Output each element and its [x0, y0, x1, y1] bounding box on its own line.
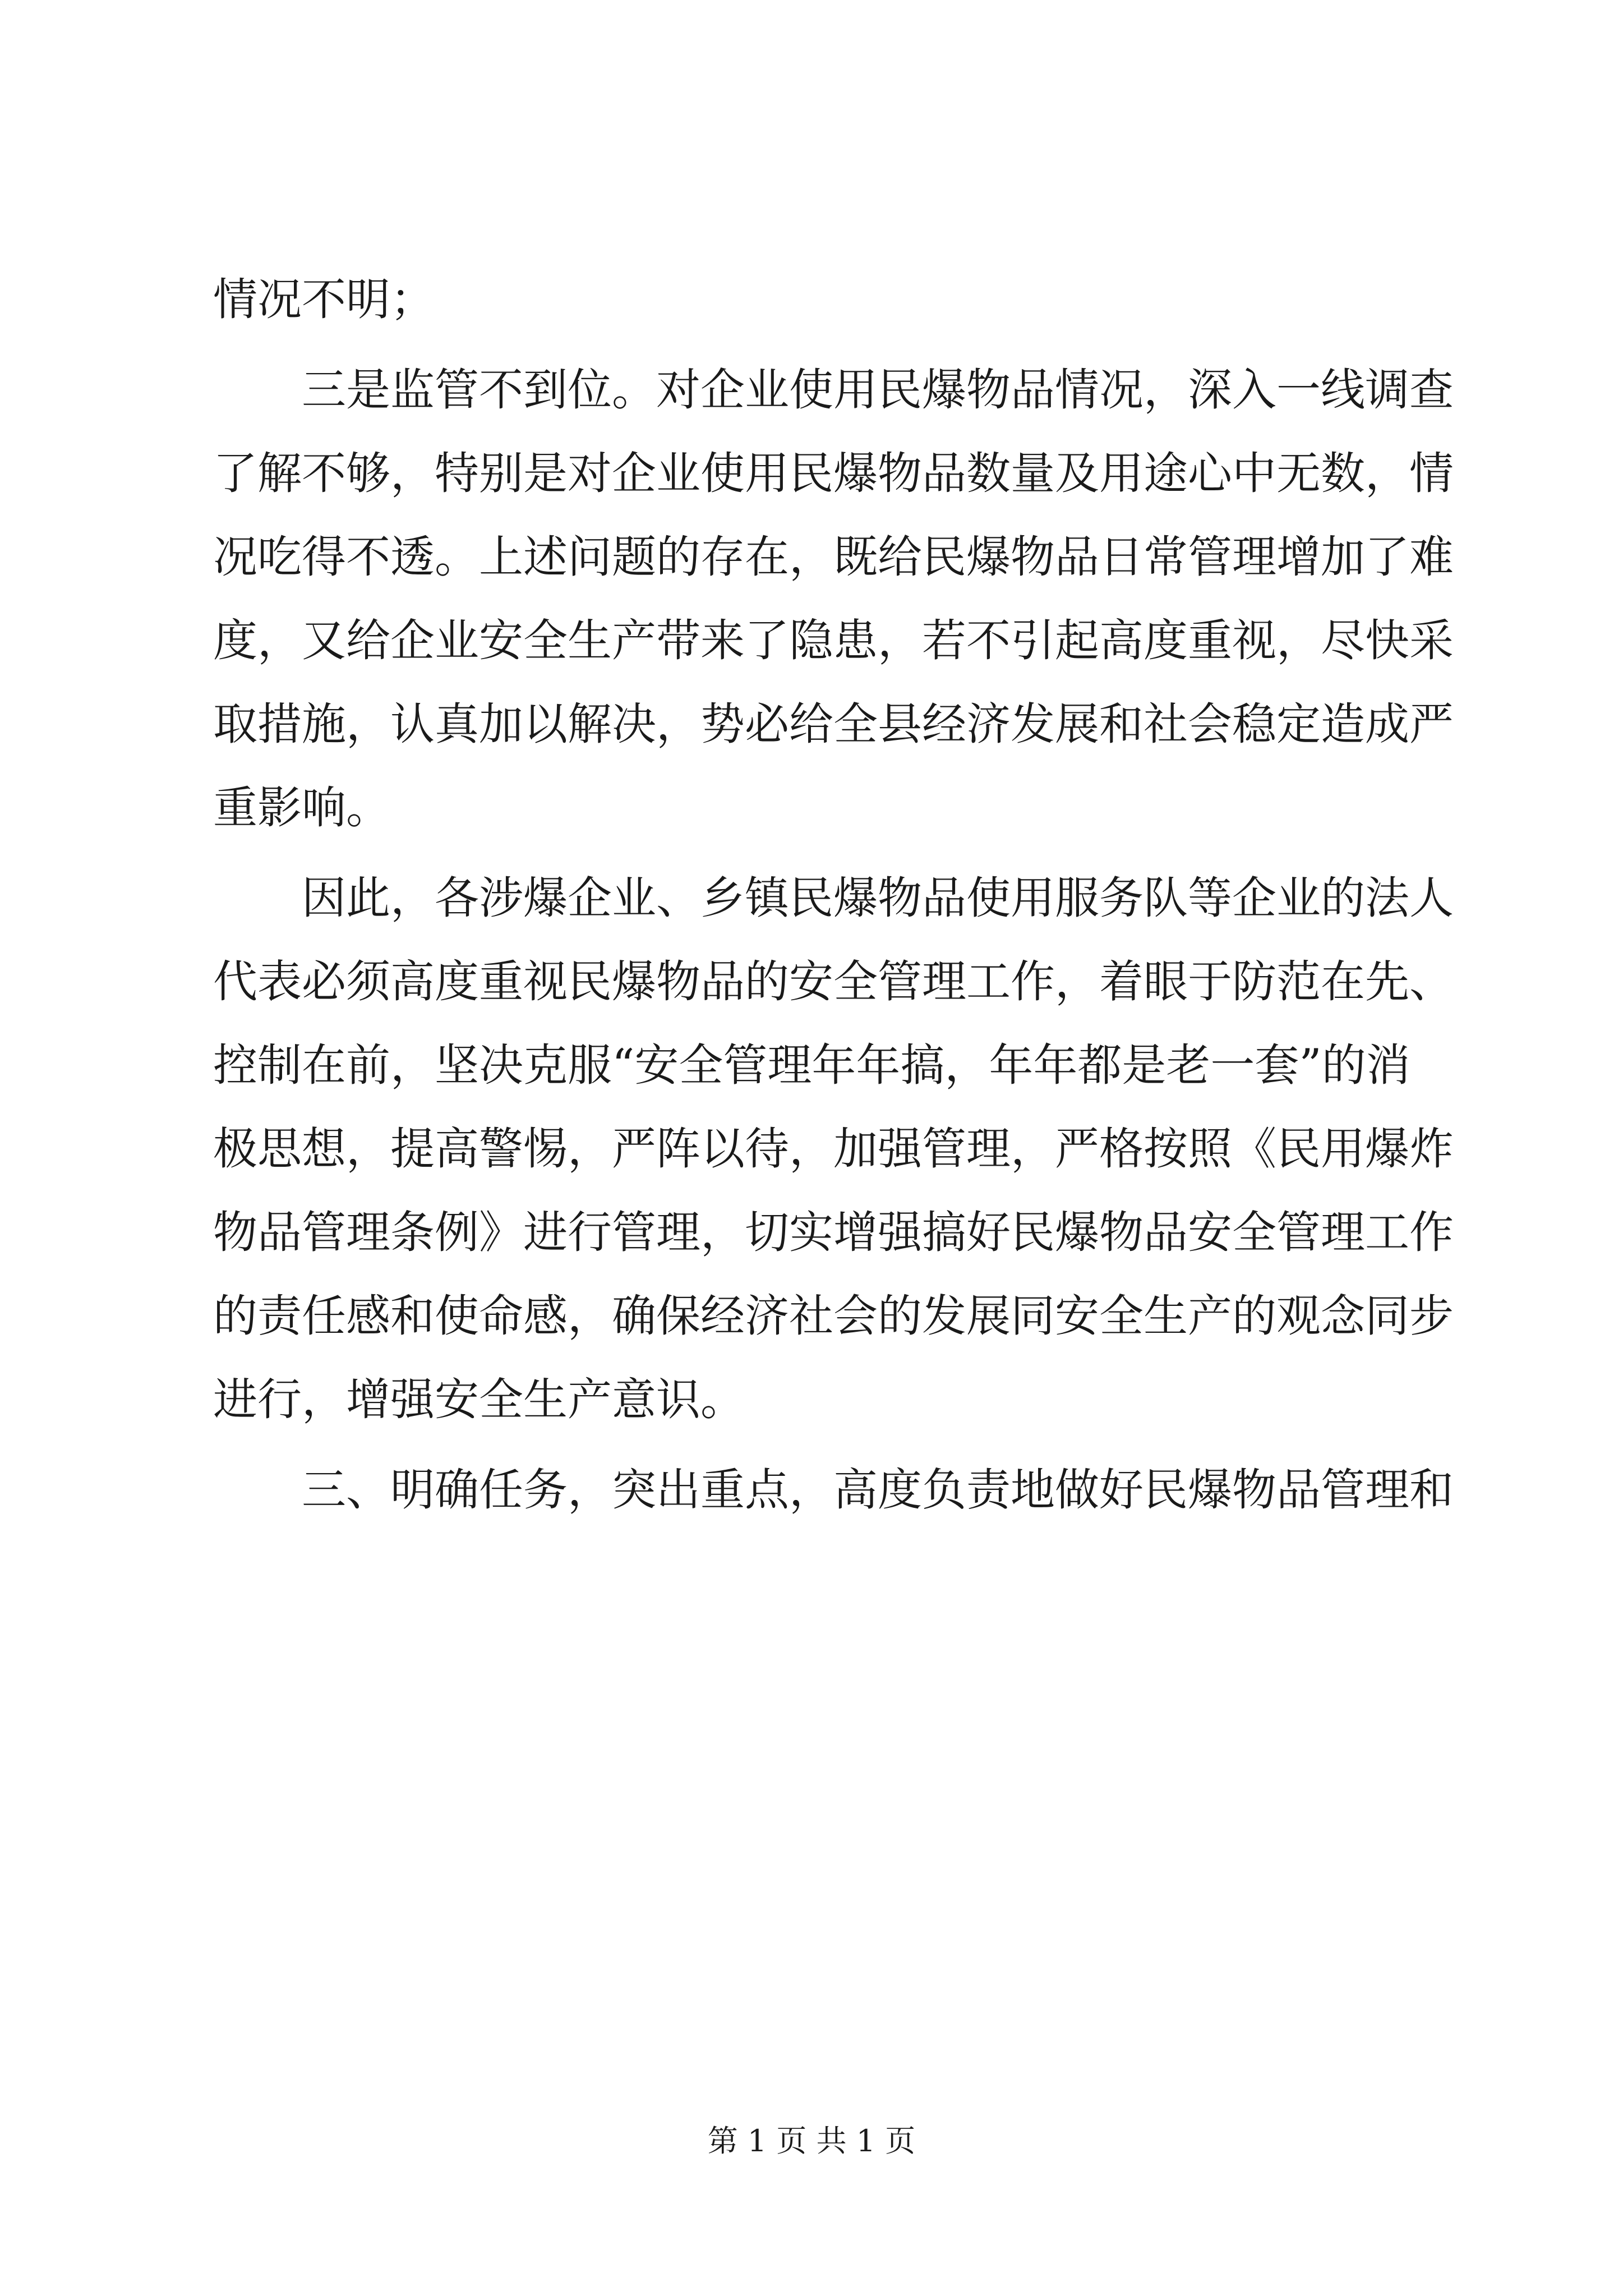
paragraph-4: [213, 1448, 1454, 1532]
text-line: 进行，增强安全生产意识。: [213, 1374, 745, 1425]
text-line: 物品管理条例》进行管理，切实增强搞好民爆物品安全管理工作: [213, 1207, 1454, 1258]
paragraph-1: [213, 258, 1413, 342]
paragraph-3: [213, 857, 1454, 1442]
text-line: 取措施，认真加以解决，势必给全县经济发展和社会稳定造成严: [213, 698, 1454, 750]
text-line: 极思想，提高警惕，严阵以待，加强管理，严格按照《民用爆炸: [213, 1123, 1454, 1175]
text-line: 度，又给企业安全生产带来了隐患，若不引起高度重视，尽快采: [213, 615, 1454, 666]
text-line: 因此，各涉爆企业、乡镇民爆物品使用服务队等企业的法人: [302, 872, 1454, 924]
text-line: 代表必须高度重视民爆物品的安全管理工作，着眼于防范在先、: [213, 956, 1454, 1007]
text-line: 况吃得不透。上述问题的存在，既给民爆物品日常管理增加了难: [213, 531, 1454, 583]
paragraph-2: [213, 348, 1454, 850]
text-line: 的责任感和使命感，确保经济社会的发展同安全生产的观念同步: [213, 1290, 1454, 1342]
page-footer: 第 1 页 共 1 页: [707, 2123, 916, 2159]
text-line: 三、明确任务，突出重点，高度负责地做好民爆物品管理和: [302, 1464, 1454, 1516]
text-line: 了解不够，特别是对企业使用民爆物品数量及用途心中无数，情: [213, 448, 1454, 499]
text-line: 控制在前，坚决克服“安全管理年年搞，年年都是老一套”的消: [213, 1039, 1410, 1091]
text-line: 三是监管不到位。对企业使用民爆物品情况，深入一线调查: [302, 364, 1454, 416]
document-body: [213, 258, 1454, 1532]
text-line: 情况不明；: [213, 274, 435, 325]
text-line: 重影响。: [213, 782, 390, 834]
